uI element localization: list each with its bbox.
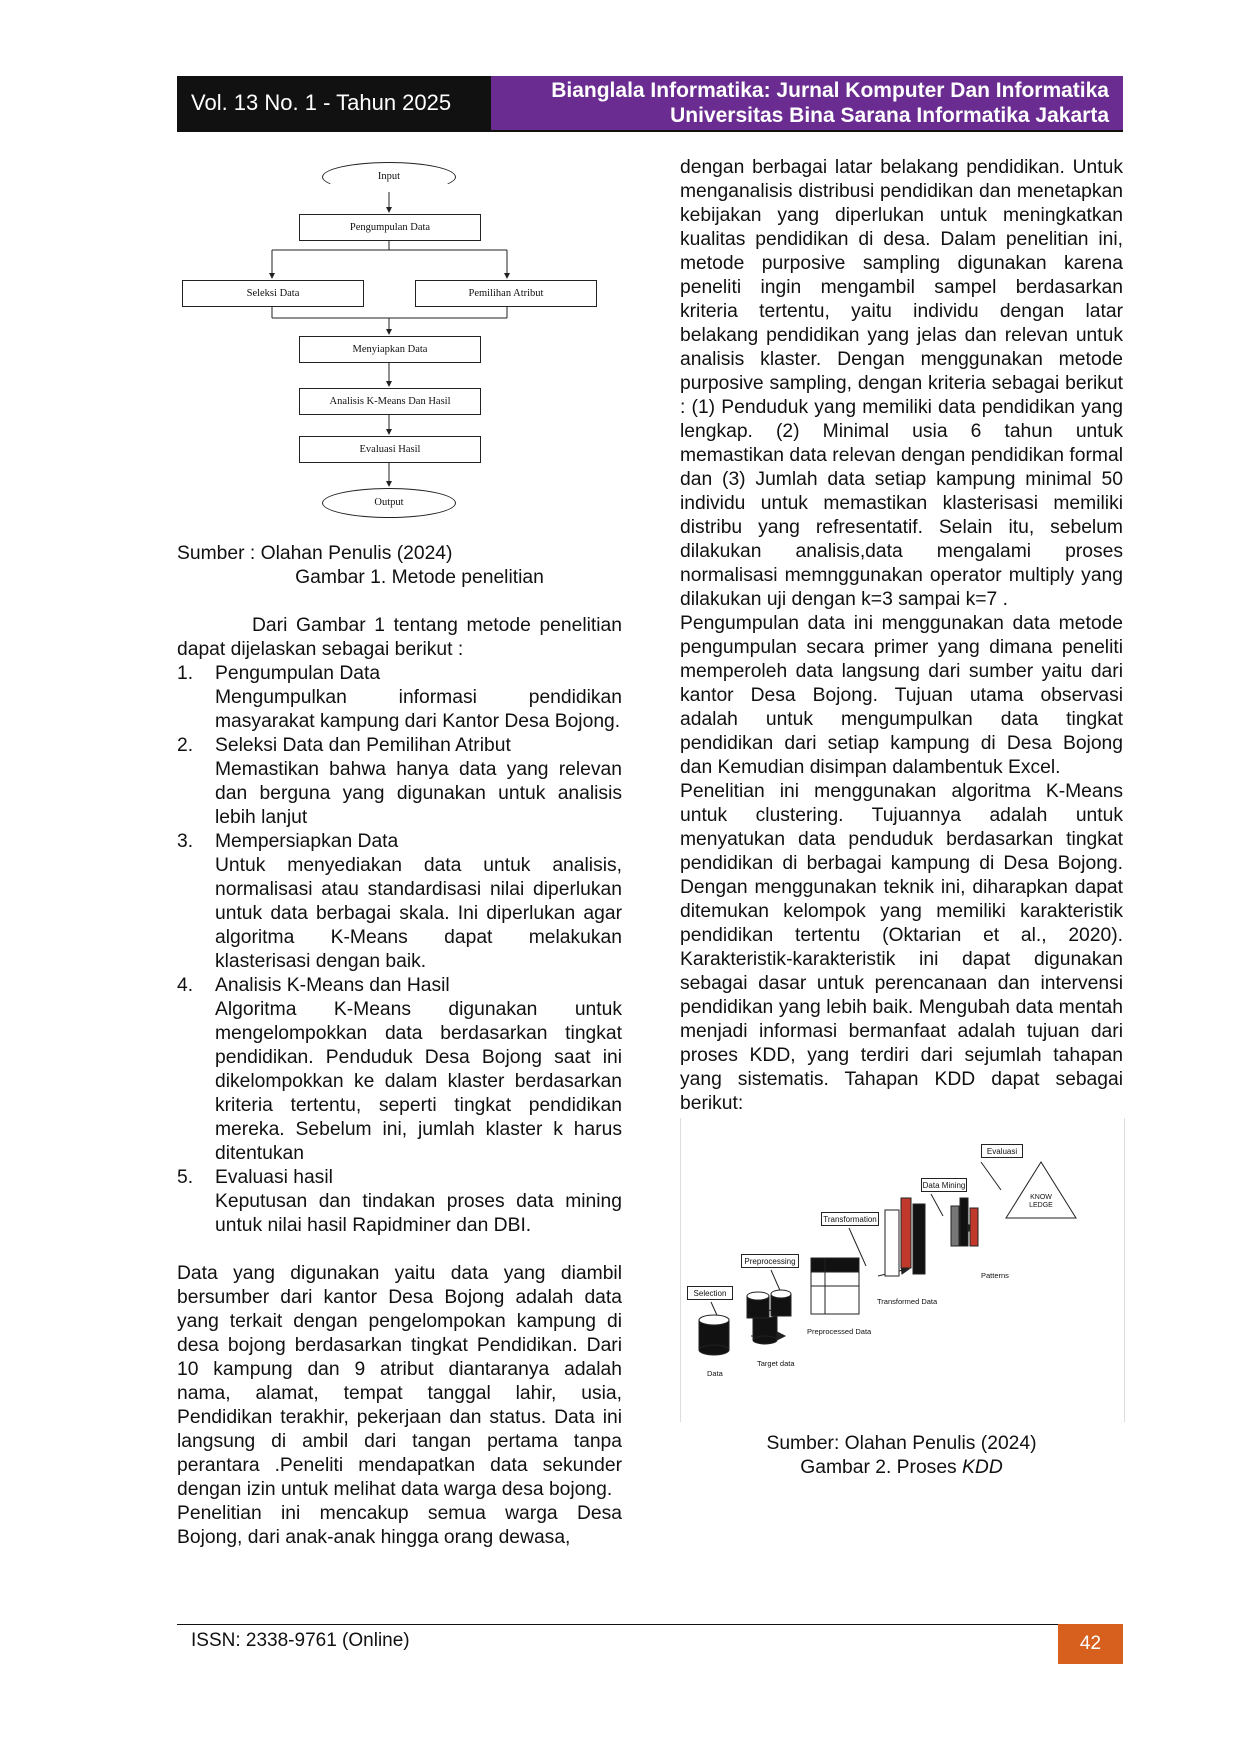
flow-pemilihan: Pemilihan Atribut: [415, 280, 597, 307]
kdd-preprocessed-label: Preprocessed Data: [807, 1327, 872, 1336]
figure-2-caption: Gambar 2. Proses KDD: [800, 1457, 1003, 1478]
list-item-title: Analisis K-Means dan Hasil: [215, 975, 450, 996]
list-item-title: Mempersiapkan Data: [215, 831, 399, 852]
header-journal: [491, 76, 1123, 130]
figure-2-kdd: [680, 1118, 1125, 1422]
kdd-datamining: Data Mining: [921, 1178, 967, 1192]
list-item-body: Algoritma K-Means digunakan untuk mengelompokkan data berdasarkan tingkat pendidikan. Penduduk Desa Bojong saat ini dikelompokkan ke dalam klaster berdasarkan kriteria tertentu, seperti tingkat pendidikan mereka. Sebelum ini, jumlah klaster k harus ditentukan: [215, 999, 622, 1164]
kdd-graphics: [681, 1118, 1124, 1422]
header-volume: Vol. 13 No. 1 - Tahun 2025: [177, 76, 491, 130]
kdd-data-label: Data: [707, 1369, 723, 1378]
list-item-body: Memastikan bahwa hanya data yang relevan dan berguna yang digunakan untuk analisis lebih lanjut: [215, 759, 622, 828]
left-column: [177, 150, 622, 1550]
flow-evaluasi: Evaluasi Hasil: [299, 436, 481, 463]
kdd-evaluasi: Evaluasi: [981, 1144, 1023, 1158]
list-item: 2. Seleksi Data dan Pemilihan Atribut Memastikan bahwa hanya data yang relevan dan berguna yang digunakan untuk analisis lebih lanjut: [177, 735, 622, 828]
figure-2-source: Sumber: Olahan Penulis (2024): [766, 1433, 1037, 1454]
list-item-title: Pengumpulan Data: [215, 663, 381, 684]
figure-1-source: Sumber : Olahan Penulis (2024): [177, 543, 453, 564]
figure-1-caption: Gambar 1. Metode penelitian: [295, 567, 544, 588]
journal-university: Universitas Bina Sarana Informatika Jakarta: [670, 104, 1109, 127]
list-item-body: Untuk menyediakan data untuk analisis, normalisasi atau standardisasi nilai diperlukan untuk data berbagai skala. Ini diperlukan agar algoritma K-Means dapat melakukan klasterisasi dengan baik.: [215, 855, 622, 972]
kdd-preprocessing: Preprocessing: [741, 1254, 799, 1268]
list-item-title: Evaluasi hasil: [215, 1167, 333, 1188]
intro-paragraph: Dari Gambar 1 tentang metode penelitian dapat dijelaskan sebagai berikut :: [177, 615, 622, 660]
kdd-patterns-label: Patterns: [981, 1271, 1009, 1280]
kdd-transformation: Transformation: [821, 1212, 879, 1226]
flow-seleksi: Seleksi Data: [182, 280, 364, 307]
list-item: 5. Evaluasi hasil Keputusan dan tindakan proses data mining untuk nilai hasil Rapidminer dan DBI.: [177, 1167, 622, 1236]
right-column: [680, 156, 1123, 1480]
flow-pengumpulan: Pengumpulan Data: [299, 214, 481, 241]
collection-paragraph: Pengumpulan data ini menggunakan data metode pengumpulan secara primer yang dimana peneliti memperoleh data langsung dari sumber yaitu dari kantor Desa Bojong. Tujuan utama observasi adalah untuk mengumpulkan data tingkat pendidikan dari setiap kampung di Desa Bojong dan Kemudian disimpan dalambentuk Excel.: [680, 613, 1123, 778]
kdd-target-label: Target data: [757, 1359, 795, 1368]
kmeans-paragraph: Penelitian ini menggunakan algoritma K-Means untuk clustering. Tujuannya adalah untuk menyatukan data penduduk berdasarkan tingkat pendidikan di berbagai kampung di Desa Bojong. Dengan menggunakan teknik ini, diharapkan dapat ditemukan kelompok yang memiliki karakteristik pendidikan tertentu (Oktarian et al., 2020). Karakteristik-karakteristik ini dapat digunakan sebagai dasar untuk perencanaan dan intervensi pendidikan yang lebih baik. Mengubah data mentah menjadi informasi bermanfaat adalah tujuan dari proses KDD, yang terdiri dari sejumlah tahapan yang sistematis. Tahapan KDD dapat sebagai berikut:: [680, 781, 1123, 1114]
list-item-body: Mengumpulkan informasi pendidikan masyarakat kampung dari Kantor Desa Bojong.: [215, 687, 622, 732]
flow-output: Output: [322, 488, 456, 518]
page-number: 42: [1058, 1624, 1123, 1664]
sampling-paragraph: dengan berbagai latar belakang pendidikan. Untuk menganalisis distribusi pendidikan dan menetapkan kebijakan yang diperlukan untuk meningkatkan kualitas pendidikan di desa. Dalam penelitian ini, metode purposive sampling digunakan karena peneliti ingin mengambil sampel berdasarkan kriteria tertentu, yaitu individu dengan latar belakang pendidikan yang jelas dan relevan untuk analisis klaster. Dengan menggunakan metode purposive sampling, dengan kriteria sebagai berikut : (1) Penduduk yang memiliki data pendidikan yang lengkap. (2) Minimal usia 6 tahun untuk memastikan data relevan dengan pendidikan formal dan (3) Jumlah data setiap kampung minimal 50 individu untuk memastikan klasterisasi memiliki distribu yang refresentatif. Selain itu, sebelum dilakukan analisis,data mengalami proses normalisasi memnggunakan operator multiply yang dilakukan uji dengan k=3 sampai k=7 .: [680, 157, 1123, 610]
header-rule: [177, 130, 1123, 132]
list-item: 1. Pengumpulan Data Mengumpulkan informasi pendidikan masyarakat kampung dari Kantor Desa Bojong.: [177, 663, 622, 732]
figure-1-flowchart: [177, 154, 622, 534]
data-paragraph: Data yang digunakan yaitu data yang diambil bersumber dari kantor Desa Bojong adalah data yang terkait dengan pengelompokan kampung di desa bojong berdasarkan tingkat Pendidikan. Dari 10 kampung dan 9 atribut diantaranya adalah nama, alamat, tempat tanggal lahir, usia, Pendidikan terakhir, pekerjaan dan status. Data ini langsung di ambil dari tangan pertama tanpa perantara .Peneliti mendapatkan data sekunder dengan izin untuk melihat data warga desa bojong.: [177, 1263, 622, 1500]
method-list: [177, 662, 622, 1238]
flow-analisis: Analisis K-Means Dan Hasil: [299, 388, 481, 415]
kdd-transformed-label: Transformed Data: [877, 1297, 938, 1306]
list-item-body: Keputusan dan tindakan proses data mining untuk nilai hasil Rapidminer dan DBI.: [215, 1191, 622, 1236]
flow-input: Input: [322, 162, 456, 192]
list-item: 3. Mempersiapkan Data Untuk menyediakan data untuk analisis, normalisasi atau standardisasi nilai diperlukan untuk data berbagai skala. Ini diperlukan agar algoritma K-Means dapat melakukan klasterisasi dengan baik.: [177, 831, 622, 972]
kdd-knowledge: KNOW LEDGE: [1029, 1194, 1053, 1209]
list-item-title: Seleksi Data dan Pemilihan Atribut: [215, 735, 511, 756]
journal-title: Bianglala Informatika: Jurnal Komputer Dan Informatika: [551, 79, 1109, 102]
footer-issn: ISSN: 2338-9761 (Online): [191, 1630, 410, 1651]
kdd-selection: Selection: [687, 1286, 733, 1300]
list-item: 4. Analisis K-Means dan Hasil Algoritma K-Means digunakan untuk mengelompokkan data berdasarkan tingkat pendidikan. Penduduk Desa Bojong saat ini dikelompokkan ke dalam klaster berdasarkan kriteria tertentu, seperti tingkat pendidikan mereka. Sebelum ini, jumlah klaster k harus ditentukan: [177, 975, 622, 1164]
population-paragraph: Penelitian ini mencakup semua warga Desa Bojong, dari anak-anak hingga orang dewasa,: [177, 1503, 622, 1548]
footer-rule: [177, 1624, 1123, 1625]
flow-menyiapkan: Menyiapkan Data: [299, 336, 481, 363]
